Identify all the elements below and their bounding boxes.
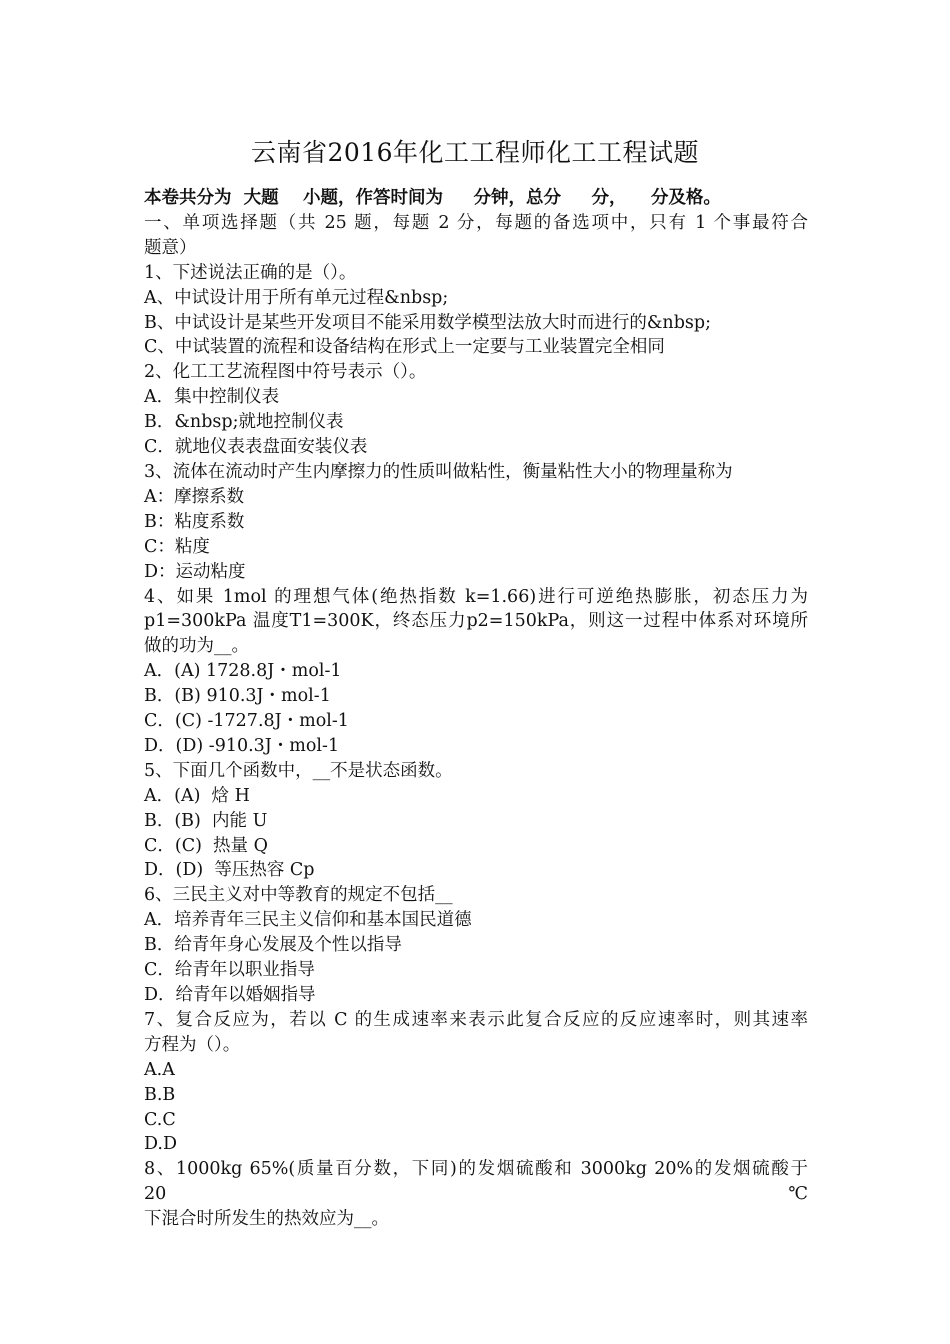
question-text: 4、如果 1mol 的理想气体(绝热指数 k=1.66)进行可逆绝热膨胀，初态压力为 — [144, 586, 808, 607]
option-a: A：摩擦系数 — [144, 486, 245, 507]
option-a: A．(A) 焓 H — [144, 785, 250, 806]
option-b: B．给青年身心发展及个性以指导 — [144, 935, 402, 956]
question-2 — [144, 360, 808, 460]
question-text-cont: p1=300kPa 温度T1=300K，终态压力p2=150kPa，则这一过程中体系对环境所 — [144, 611, 808, 632]
option-c: C、中试装置的流程和设备结构在形式上一定要与工业装置完全相同 — [144, 337, 665, 358]
option-d: D．(D) 等压热容 Cp — [144, 860, 315, 881]
option-c: C．(C) 热量 Q — [144, 835, 268, 856]
question-text: 8、1000kg 65%(质量百分数，下同)的发烟硫酸和 3000kg 20%的发烟硫酸于 20℃ — [144, 1159, 808, 1205]
question-text-cont: 做的功为__。 — [144, 636, 249, 657]
option-c: C：粘度 — [144, 536, 210, 557]
question-text: 6、三民主义对中等教育的规定不包括__ — [144, 885, 453, 906]
option-c: C．给青年以职业指导 — [144, 960, 315, 981]
option-a: A.A — [144, 1059, 175, 1080]
option-c: C．(C) -1727.8J・mol-1 — [144, 711, 349, 732]
option-d: D：运动粘度 — [144, 561, 246, 582]
option-b: B．&nbsp;就地控制仪表 — [144, 412, 344, 433]
option-c: C.C — [144, 1109, 176, 1130]
document-body — [144, 186, 808, 1232]
question-1 — [144, 261, 808, 361]
question-3 — [144, 460, 808, 585]
option-b: B．(B) 910.3J・mol-1 — [144, 686, 331, 707]
option-b: B．(B) 内能 U — [144, 810, 268, 831]
question-text: 2、化工工艺流程图中符号表示（）。 — [144, 362, 427, 383]
question-text-cont: 下混合时所发生的热效应为__。 — [144, 1209, 389, 1230]
option-c: C．就地仪表表盘面安装仪表 — [144, 437, 368, 458]
section-heading: 一、单项选择题（共 25 题，每题 2 分，每题的备选项中，只有 1 个事最符合 — [144, 212, 808, 233]
page-title: 云南省2016年化工工程师化工工程试题 — [250, 138, 700, 167]
option-d: D.D — [144, 1134, 178, 1155]
option-a: A、中试设计用于所有单元过程&nbsp; — [144, 287, 449, 308]
question-text: 3、流体在流动时产生内摩擦力的性质叫做粘性，衡量粘性大小的物理量称为 — [144, 461, 733, 482]
option-b: B、中试设计是某些开发项目不能采用数学模型法放大时而进行的&nbsp; — [144, 312, 711, 333]
question-8 — [144, 1157, 808, 1232]
option-a: A．(A) 1728.8J・mol-1 — [144, 661, 342, 682]
option-b: B.B — [144, 1084, 176, 1105]
question-text: 7、复合反应为，若以 C 的生成速率来表示此复合反应的反应速率时，则其速率 — [144, 1009, 808, 1030]
exam-intro: 本卷共分为 大题 小题，作答时间为 分钟，总分 分， 分及格。 — [144, 188, 721, 208]
question-text-cont: 方程为（）。 — [144, 1034, 241, 1055]
question-4 — [144, 585, 808, 759]
question-text: 1、下述说法正确的是（）。 — [144, 262, 357, 283]
option-b: B：粘度系数 — [144, 511, 245, 532]
option-a: A．培养青年三民主义信仰和基本国民道德 — [144, 910, 472, 931]
option-a: A．集中控制仪表 — [144, 387, 280, 408]
option-d: D．(D) -910.3J・mol-1 — [144, 735, 340, 756]
option-d: D．给青年以婚姻指导 — [144, 985, 316, 1005]
question-5 — [144, 759, 808, 884]
section-heading-cont: 题意） — [144, 237, 197, 258]
question-6 — [144, 883, 808, 1008]
question-text: 5、下面几个函数中，__不是状态函数。 — [144, 760, 453, 781]
question-7 — [144, 1008, 808, 1157]
